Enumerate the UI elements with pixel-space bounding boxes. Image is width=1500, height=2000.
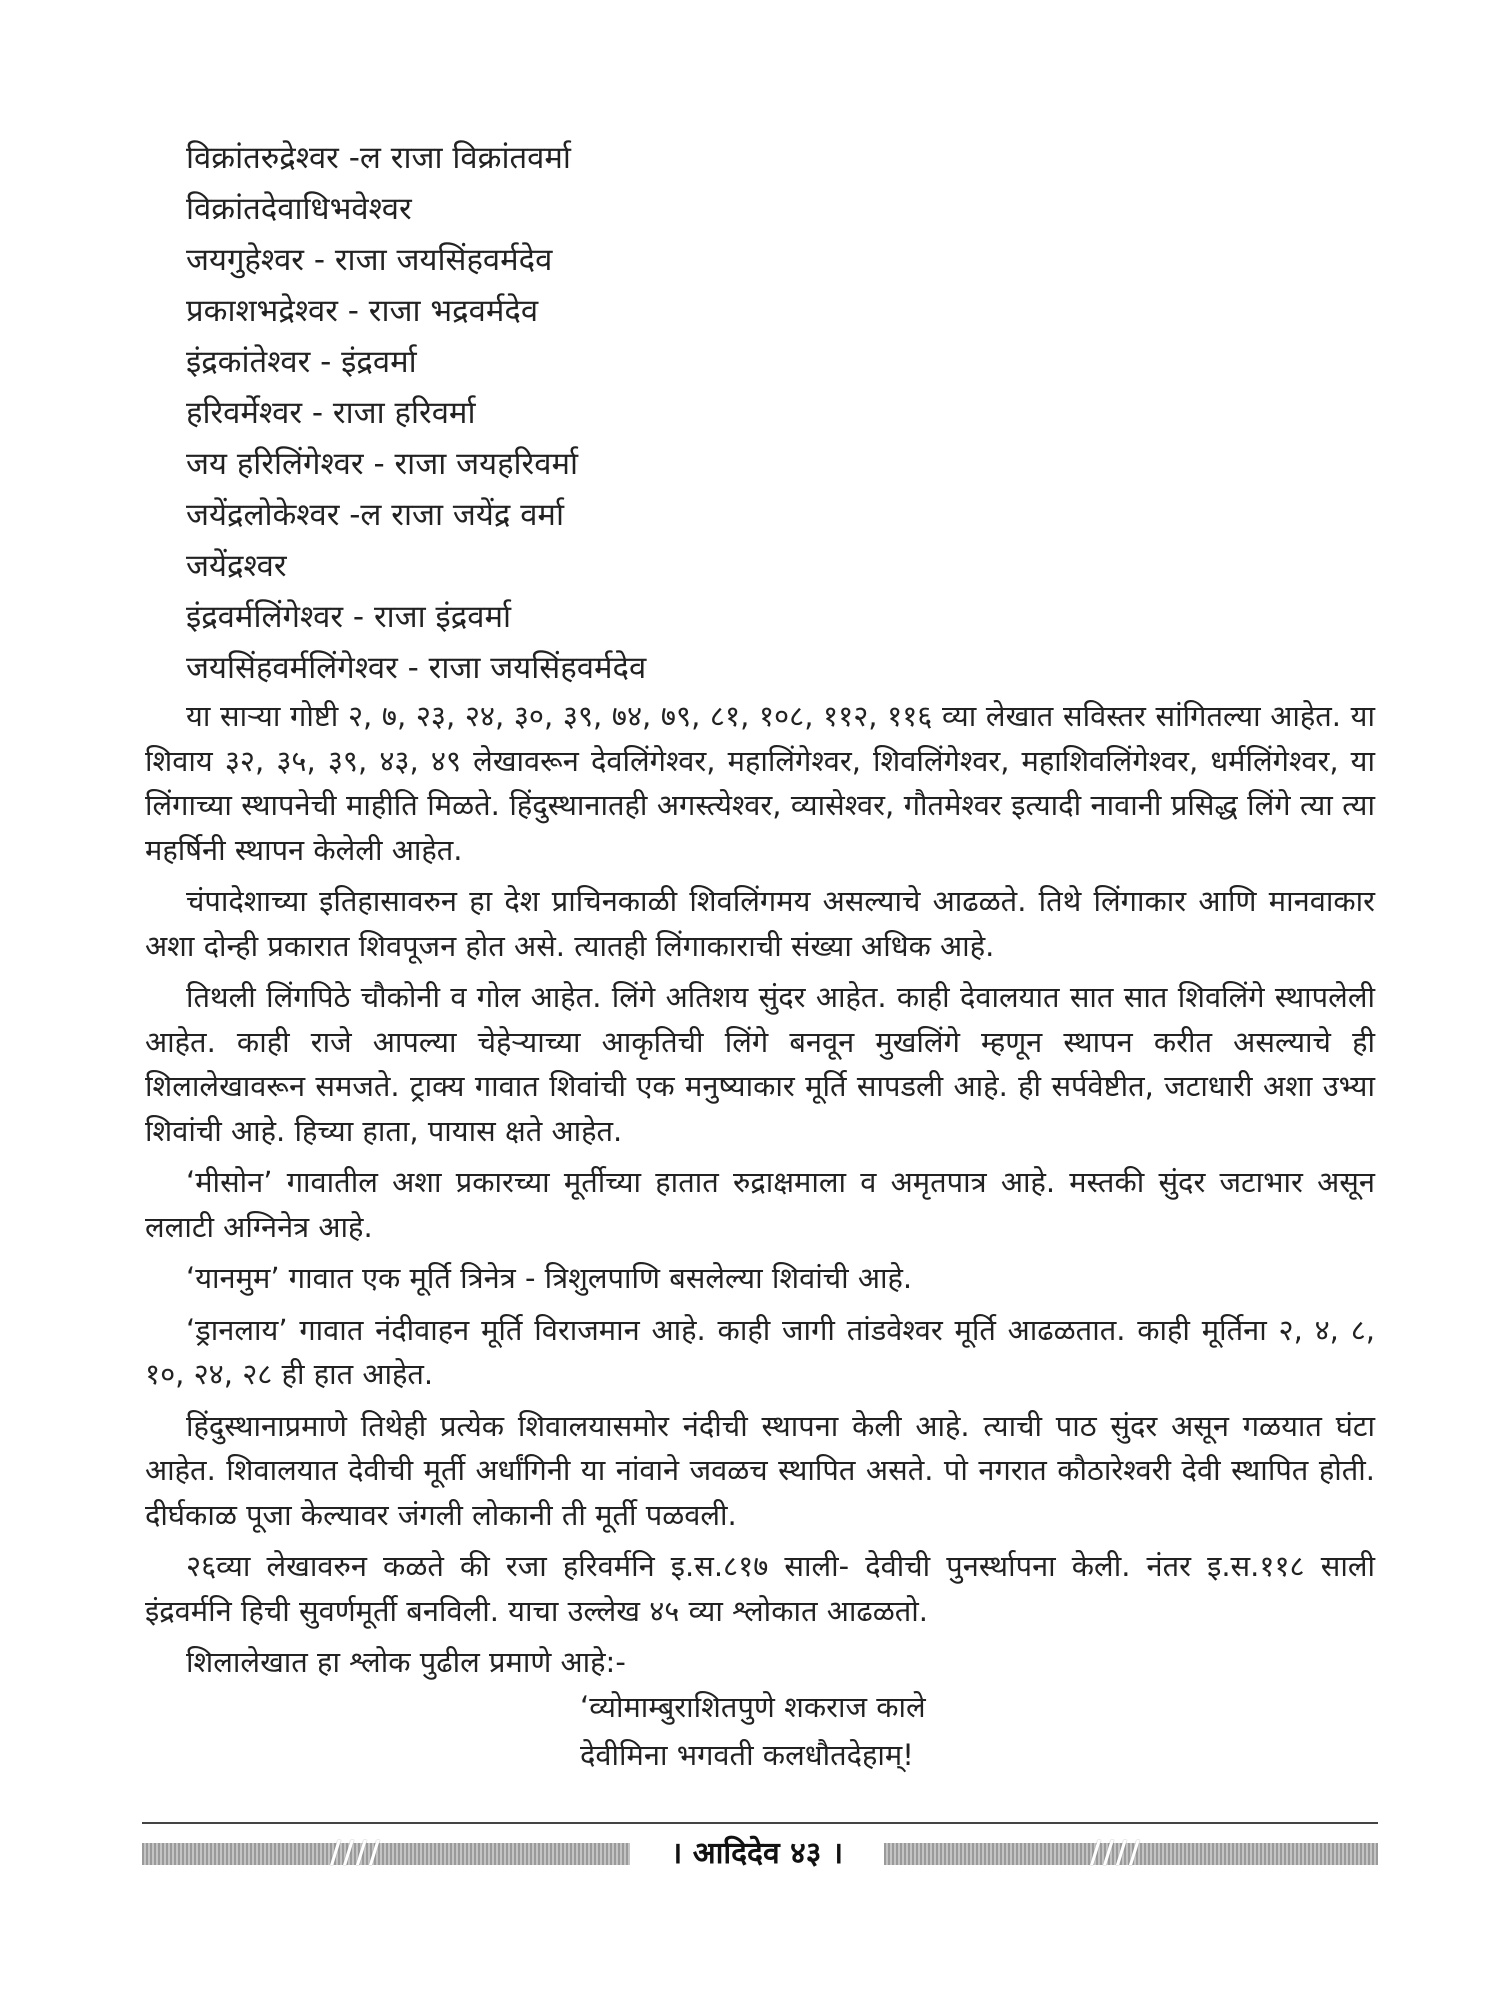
list-item: जय हरिलिंगेश्वर - राजा जयहरिवर्मा: [186, 446, 579, 482]
list-item: प्रकाशभद्रेश्वर - राजा भद्रवर्मदेव: [186, 293, 539, 329]
list-item: विक्रांतरुद्रेश्वर -ल राजा विक्रांतवर्मा: [186, 140, 571, 176]
paragraph: ‘यानमुम’ गावात एक मूर्ति त्रिनेत्र - त्रिशुलपाणि बसलेल्या शिवांची आहे.: [186, 1261, 913, 1295]
list-item: इंद्रवर्मलिंगेश्वर - राजा इंद्रवर्मा: [186, 599, 512, 635]
shiva-linga-list: [186, 133, 1286, 694]
paragraph: ‘ड्रानलाय’ गावात नंदीवाहन मूर्ति विराजमान आहे. काही जागी तांडवेश्वर मूर्ति आढळतात. काही मूर्तिना २, ४, ८, १०, २४, २८ ही हात आहेत.: [145, 1312, 1375, 1391]
verse-line: देवीमिना भगवती कलधौतदेहाम्!: [580, 1738, 914, 1772]
paragraph: शिलालेखात हा श्लोक पुढील प्रमाणे आहे:-: [186, 1645, 626, 1679]
sanskrit-verse: [580, 1683, 1280, 1779]
verse-line: ‘व्योमाम्बुराशितपुणे शकराज काले: [580, 1690, 926, 1724]
list-item: हरिवर्मेश्वर - राजा हरिवर्मा: [186, 395, 476, 431]
paragraph: हिंदुस्थानाप्रमाणे तिथेही प्रत्येक शिवालयासमोर नंदीची स्थापना केली आहे. त्याची पाठ सुंदर असून गळयात घंटा आहेत. शिवालयात देवीची मूर्ती अर्धांगिनी या नांवाने जवळच स्थापित असते. पो नगरात कौठारेश्वरी देवी स्थापित होती. दीर्घकाळ पूजा केल्यावर जंगली लोकानी ती मूर्ती पळवली.: [145, 1408, 1375, 1532]
paragraph: २६व्या लेखावरुन कळते की रजा हरिवर्मनि इ.स.८१७ साली- देवीची पुनर्स्थापना केली. नंतर इ.स.११८ साली इंद्रवर्मनि हिची सुवर्णमूर्ती बनविली. याचा उल्लेख ४५ व्या श्लोकात आढळतो.: [145, 1549, 1375, 1628]
footer-rule: [142, 1822, 1378, 1824]
list-item: जयगुहेश्वर - राजा जयसिंहवर्मदेव: [186, 242, 553, 278]
footer-slashes-right: ////: [1090, 1835, 1142, 1870]
page-folio: । आदिदेव ४३ ।: [670, 1836, 844, 1871]
paragraph: ‘मीसोन’ गावातील अशा प्रकारच्या मूर्तीच्या हातात रुद्राक्षमाला व अमृतपात्र आहे. मस्तकी सुंदर जटाभार असून ललाटी अग्निनेत्र आहे.: [145, 1165, 1375, 1244]
list-item: जयसिंहवर्मलिंगेश्वर - राजा जयसिंहवर्मदेव: [186, 650, 647, 686]
paragraph: चंपादेशाच्या इतिहासावरुन हा देश प्राचिनकाळी शिवलिंगमय असल्याचे आढळते. तिथे लिंगाकार आणि मानवाकार अशा दोन्ही प्रकारात शिवपूजन होत असे. त्यातही लिंगाकाराची संख्या अधिक आहे.: [145, 884, 1375, 963]
paragraph: या साऱ्या गोष्टी २, ७, २३, २४, ३०, ३९, ७४, ७९, ८१, १०८, ११२, ११६ व्या लेखात सविस्तर सांगितल्या आहेत. या शिवाय ३२, ३५, ३९, ४३, ४९ लेखावरून देवलिंगेश्वर, महालिंगेश्वर, शिवलिंगेश्वर, महाशिवलिंगेश्वर, धर्मलिंगेश्वर, या लिंगाच्या स्थापनेची माहीति मिळते. हिंदुस्थानातही अगस्त्येश्वर, व्यासेश्वर, गौतमेश्वर इत्यादी नावानी प्रसिद्ध लिंगे त्या त्या महर्षिनी स्थापन केलेली आहेत.: [145, 699, 1375, 867]
paragraph: तिथली लिंगपिठे चौकोनी व गोल आहेत. लिंगे अतिशय सुंदर आहेत. काही देवालयात सात सात शिवलिंगे स्थापलेली आहेत. काही राजे आपल्या चेहेऱ्याच्या आकृतिची लिंगे बनवून मुखलिंगे म्हणून स्थापन करीत असल्याचे ही शिलालेखावरून समजते. ट्राक्य गावात शिवांची एक मनुष्याकार मूर्ति सापडली आहे. ही सर्पवेष्टीत, जटाधारी अशा उभ्या शिवांची आहे. हिच्या हाता, पायास क्षते आहेत.: [145, 980, 1375, 1148]
body-text: [145, 694, 1375, 1692]
footer-slashes-left: ////: [330, 1835, 382, 1870]
list-item: विक्रांतदेवाधिभवेश्वर: [186, 191, 412, 227]
footer-ornament-left: [142, 1843, 630, 1865]
list-item: जयेंद्रलोकेश्वर -ल राजा जयेंद्र वर्मा: [186, 497, 564, 533]
list-item: इंद्रकांतेश्वर - इंद्रवर्मा: [186, 344, 417, 380]
list-item: जयेंद्रश्वर: [186, 548, 287, 584]
